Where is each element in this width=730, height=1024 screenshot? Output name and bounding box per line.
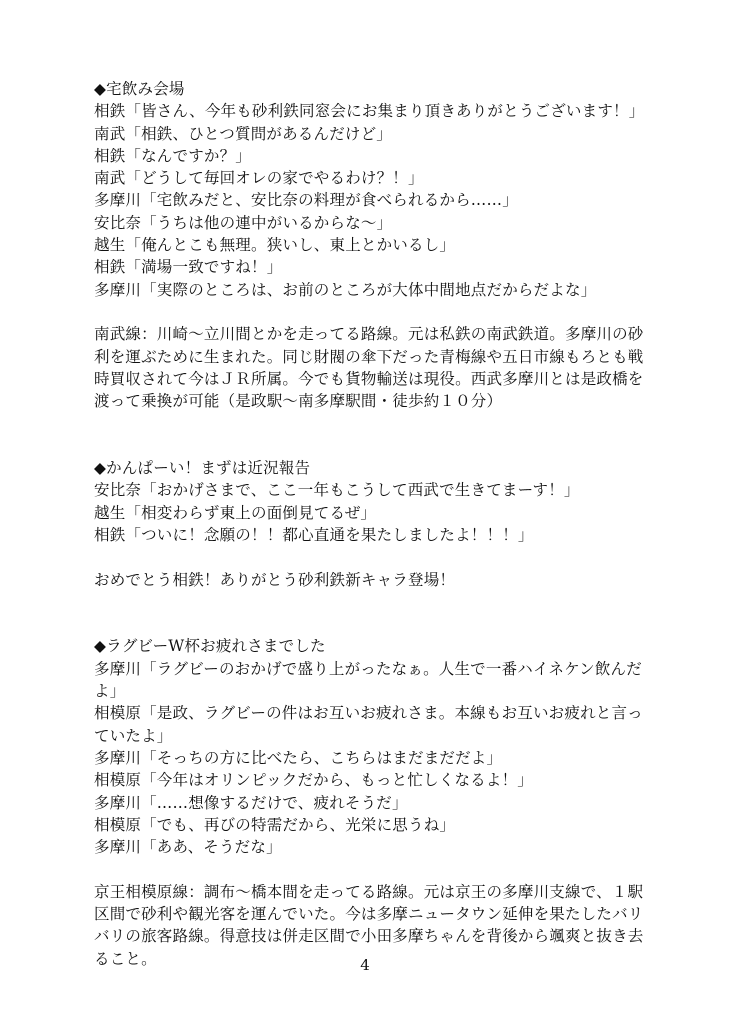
note-line: バリの旅客路線。得意技は併走区間で小田多摩ちゃんを背後から颯爽と抜き去 — [94, 927, 644, 946]
note-line: 渡って乗換が可能（是政駅〜南多摩駅間・徒歩約１０分） — [94, 392, 503, 411]
dialogue-line: 相鉄「皆さん、今年も砂利鉄同窓会にお集まり頂きありがとうございます！」 — [94, 102, 645, 121]
dialogue-line: 多摩川「宅飲みだと、安比奈の料理が食べられるから……」 — [94, 191, 518, 210]
dialogue-line: ていたよ」 — [94, 726, 173, 745]
dialogue-line: 多摩川「ラグビーのおかげで盛り上がったなぁ。人生で一番ハイネケン飲んだ — [94, 659, 642, 678]
section-heading: ◆かんぱーい！まずは近況報告 — [94, 459, 311, 478]
note-line: 南武線：川崎〜立川間とかを走ってる路線。元は私鉄の南武鉄道。多摩川の砂 — [94, 325, 644, 344]
dialogue-line: 多摩川「実際のところは、お前のところが大体中間地点だからだよな」 — [94, 280, 597, 299]
dialogue-line: 多摩川「……想像するだけで、疲れそうだ」 — [94, 793, 408, 812]
dialogue-line: 相模原「今年はオリンピックだから、もっと忙しくなるよ！」 — [94, 771, 533, 790]
note-line: おめでとう相鉄！ありがとう砂利鉄新キャラ登場！ — [94, 570, 456, 589]
dialogue-line: 相模原「でも、再びの特需だから、光栄に思うね」 — [94, 815, 456, 834]
note-paragraph — [94, 323, 644, 412]
note-line: 京王相模原線：調布〜橋本間を走ってる路線。元は京王の多摩川支線で、１駅 — [94, 882, 644, 901]
note-line: ること。 — [94, 949, 157, 968]
note-line: 利を運ぶために生まれた。同じ財閥の傘下だった青梅線や五日市線もろとも戦 — [94, 347, 644, 366]
note-line: 区間で砂利や観光客を運んでいた。今は多摩ニュータウン延伸を果たしたバリ — [94, 904, 644, 923]
dialogue-line: 相鉄「なんですか？」 — [94, 146, 252, 165]
section-kanpai — [94, 457, 634, 591]
dialogue-line: 多摩川「そっちの方に比べたら、こちらはまだまだだよ」 — [94, 748, 503, 767]
section-heading: ◆ラグビーW杯お疲れさまでした — [94, 637, 326, 656]
note-line: 時買収されて今はＪＲ所属。今でも貨物輸送は現役。西武多摩川とは是政橋を — [94, 369, 644, 388]
dialogue-line: 相鉄「満場一致ですね！」 — [94, 258, 283, 277]
dialogue-line: 相鉄「ついに！念願の！！都心直通を果たしましたよ！！！」 — [94, 525, 534, 544]
dialogue-line: 安比奈「うちは他の連中がいるからな〜」 — [94, 213, 393, 232]
dialogue-line: よ」 — [94, 682, 126, 701]
dialogue-line: 越生「俺んとこも無理。狭いし、東上とかいるし」 — [94, 236, 456, 255]
dialogue-line: 越生「相変わらず東上の面倒見てるぜ」 — [94, 503, 377, 522]
document-body — [94, 78, 645, 970]
dialogue-line: 南武「どうして毎回オレの家でやるわけ？！」 — [94, 169, 424, 188]
dialogue-line: 多摩川「ああ、そうだな」 — [94, 838, 282, 857]
page-number: 4 — [360, 956, 370, 974]
dialogue-line: 南武「相鉄、ひとつ質問があるんだけど」 — [94, 124, 392, 143]
section-heading: ◆宅飲み会場 — [94, 80, 185, 98]
dialogue-line: 相模原「是政、ラグビーの件はお互いお疲れさま。本線もお互いお疲れと言っ — [94, 704, 643, 723]
section-takunomi — [94, 78, 645, 412]
section-rugby — [94, 635, 644, 969]
dialogue-line: 安比奈「おかげさまで、ここ一年もこうして西武で生きてまーす！」 — [94, 481, 580, 500]
